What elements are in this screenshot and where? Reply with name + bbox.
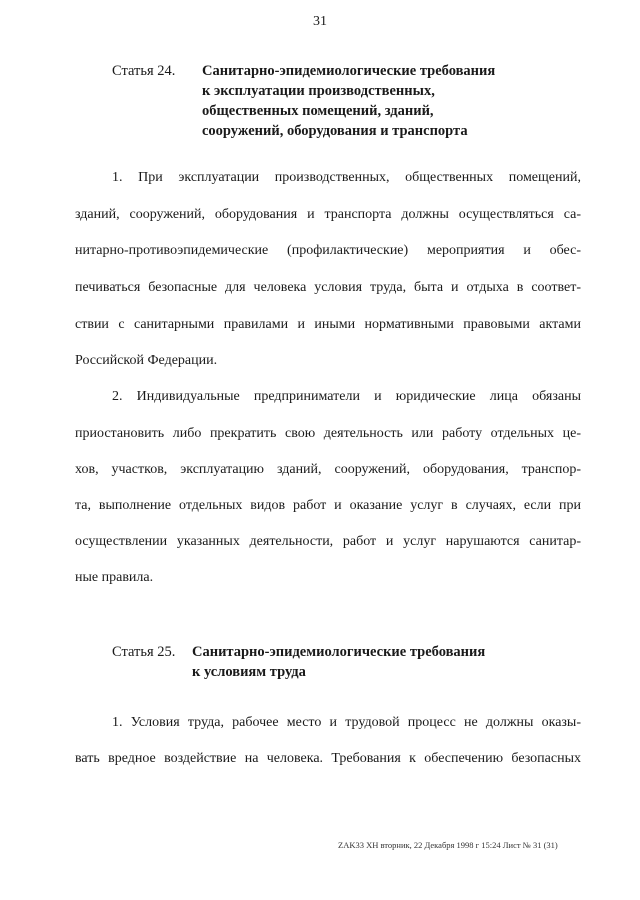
article-24-p2-line: ные правила. xyxy=(75,570,154,585)
article-25-title xyxy=(192,642,485,682)
article-25-p1-line: 1. Условия труда, рабочее место и трудовой процесс не должны оказы- xyxy=(112,715,581,730)
article-24-p1-line: Российской Федерации. xyxy=(75,353,218,368)
article-24-p2-line: осуществлении указанных деятельности, работ и услуг нарушаются санитар- xyxy=(75,534,581,549)
article-24-p2-line: хов, участков, эксплуатацию зданий, сооружений, оборудования, транспор- xyxy=(75,462,581,477)
article-24-title xyxy=(202,61,495,141)
article-24-title-line: общественных помещений, зданий, xyxy=(202,103,434,119)
article-24-title-line: Санитарно-эпидемиологические требования xyxy=(202,63,496,79)
article-24-p2-line: та, выполнение отдельных видов работ и оказание услуг в случаях, если при xyxy=(75,498,581,513)
article-24-p1-line: 1. При эксплуатации производственных, общественных помещений, xyxy=(112,170,581,185)
article-25-heading xyxy=(112,642,485,682)
article-25-label: Статья 25. xyxy=(112,644,176,660)
article-25-p1-line: вать вредное воздействие на человека. Требования к обеспечению безопасных xyxy=(75,751,581,766)
article-24-title-line: к эксплуатации производственных, xyxy=(202,83,435,99)
article-24-p1-line: нитарно-противоэпидемические (профилактические) мероприятия и обес- xyxy=(75,243,581,258)
page-number: 31 xyxy=(313,14,327,29)
article-25-title-line: Санитарно-эпидемиологические требования xyxy=(192,644,486,660)
page-footer: ZAK33 XH вторник, 22 Декабря 1998 г 15:24 Лист № 31 (31) xyxy=(338,840,558,850)
article-24-label: Статья 24. xyxy=(112,63,176,79)
article-24-title-line: сооружений, оборудования и транспорта xyxy=(202,123,468,139)
article-25-title-line: к условиям труда xyxy=(192,664,306,680)
article-24-p1-line: зданий, сооружений, оборудования и транспорта должны осуществляться са- xyxy=(75,207,581,222)
article-24-p2-line: приостановить либо прекратить свою деятельность или работу отдельных це- xyxy=(75,426,581,441)
article-24-p1-line: печиваться безопасные для человека условия труда, быта и отдыха в соответ- xyxy=(75,280,581,295)
article-24-p1-line: ствии с санитарными правилами и иными нормативными правовыми актами xyxy=(75,317,581,332)
article-24-p2-line: 2. Индивидуальные предприниматели и юридические лица обязаны xyxy=(112,389,581,404)
article-24-heading xyxy=(112,61,495,141)
